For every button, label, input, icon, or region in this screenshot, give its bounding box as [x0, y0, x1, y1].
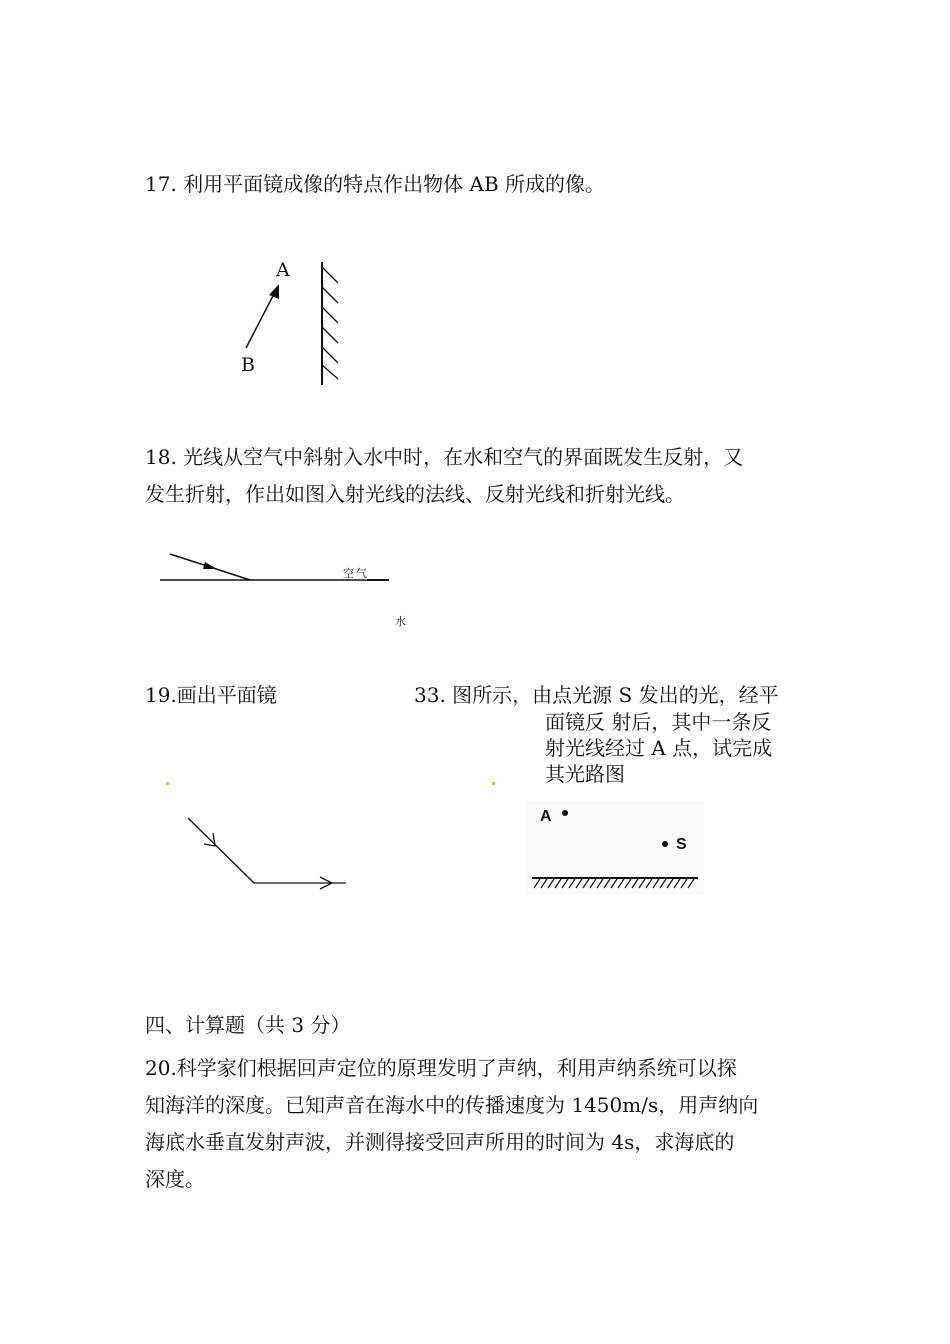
- question-33-line4: 其光路图: [545, 762, 625, 786]
- label-s-point: S: [676, 836, 687, 853]
- question-20-line1: 20.科学家们根据回声定位的原理发明了声纳，利用声纳系统可以探: [145, 1056, 737, 1080]
- light-path-diagram: [180, 810, 360, 900]
- question-20-line4: 深度。: [145, 1167, 205, 1191]
- question-20-line2: 知海洋的深度。已知声音在海水中的传播速度为 1450m/s，用声纳向: [145, 1093, 759, 1117]
- question-18-line2: 发生折射，作出如图入射光线的法线、反射光线和折射光线。: [145, 482, 685, 506]
- label-water: 水: [395, 616, 406, 628]
- section-heading: 四、计算题（共 3 分）: [145, 1013, 351, 1037]
- question-33-line2: 面镜反 射后，其中一条反: [545, 710, 772, 734]
- label-a: A: [276, 259, 290, 281]
- question-19-text: 19.画出平面镜: [145, 683, 277, 707]
- question-20: [145, 1052, 810, 1196]
- question-33-line1: 33. 图所示，由点光源 S 发出的光，经平: [414, 683, 779, 707]
- dot-marker: [492, 782, 495, 785]
- label-b: B: [241, 354, 255, 376]
- question-17-text: 17. 利用平面镜成像的特点作出物体 AB 所成的像。: [145, 172, 606, 196]
- question-18-line1: 18. 光线从空气中斜射入水中时，在水和空气的界面既发生反射，又: [145, 445, 744, 469]
- label-a-point: A: [540, 808, 552, 825]
- refraction-diagram: [155, 548, 415, 608]
- label-air: 空气: [343, 568, 369, 580]
- dot-marker: [166, 782, 169, 785]
- question-33-line3: 射光线经过 A 点，试完成: [545, 736, 773, 760]
- question-20-line3: 海底水垂直发射声波，并测得接受回声所用的时间为 4s，求海底的: [145, 1130, 735, 1154]
